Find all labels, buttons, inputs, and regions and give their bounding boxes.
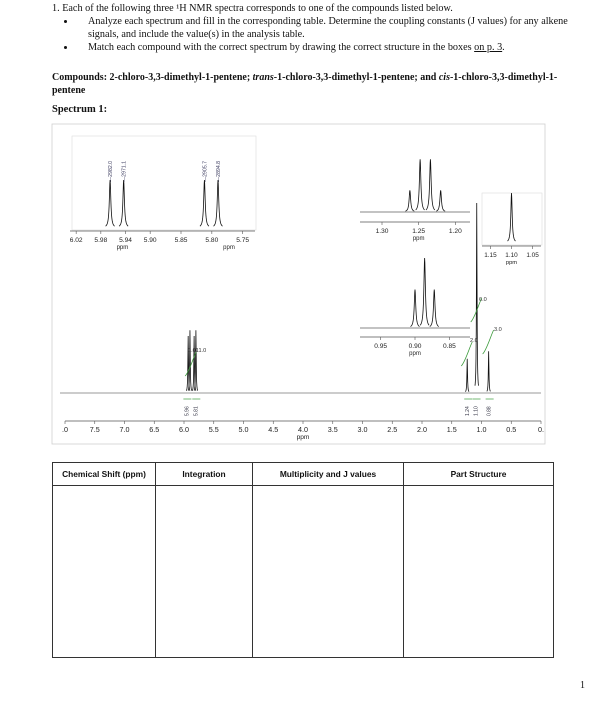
question-intro: 1. Each of the following three ¹H NMR spectra corresponds to one of the compounds listed below. [52, 3, 453, 14]
inset-1-tick-label: 5.75 [236, 237, 250, 244]
inset-3-peak [430, 290, 439, 327]
inset-3-xlabel: ppm [409, 351, 421, 357]
main-peak [487, 351, 491, 391]
integral-value: 5.96 [184, 406, 191, 416]
inset-2-peak [416, 159, 425, 210]
inset-1-tick-label: 5.90 [143, 237, 157, 244]
header-multiplicity: Multiplicity and J values [253, 463, 404, 486]
inset-1-tick-label: 5.80 [205, 237, 219, 244]
integral-curve [461, 342, 472, 366]
integral-value: 1.10 [473, 406, 480, 416]
header-chemical-shift: Chemical Shift (ppm) [53, 463, 156, 486]
main-tick-label: 3.5 [327, 425, 338, 434]
inset-4-tick-label: 1.15 [484, 252, 497, 259]
inset-1-peak [200, 180, 209, 226]
main-tick-label: 4.5 [268, 425, 279, 434]
part-structure-cell[interactable] [404, 486, 554, 658]
compound-2-prefix: trans [252, 72, 274, 83]
compound-3-prefix: cis [438, 72, 450, 83]
integral-label: 6.0 [479, 297, 487, 303]
integral-value: 0.88 [486, 406, 493, 416]
inset-2-tick-label: 1.20 [448, 228, 462, 235]
inset-4-xlabel: ppm [505, 260, 518, 266]
main-tick-label: 1.0 [476, 425, 487, 434]
peak-frequency-label: —2971.1 [121, 160, 128, 182]
inset-3-tick-label: 0.85 [442, 343, 456, 350]
integral-label: 1.011.0 [188, 348, 207, 354]
inset-1-peak [106, 180, 115, 226]
inset-1-tick-label: 5.98 [94, 237, 108, 244]
inset-1-xlabel-2: ppm [223, 245, 235, 251]
chemical-shift-cell[interactable] [53, 486, 156, 658]
compound-3: -1-chloro-3,3-dimethyl-1-pentene [52, 72, 558, 96]
integration-cell[interactable] [156, 486, 253, 658]
main-peak [465, 359, 469, 392]
table-header-row [53, 463, 554, 486]
spectrum-title: Spectrum 1: [52, 104, 108, 115]
compounds-label: Compounds: [52, 72, 108, 83]
inset-3-tick-label: 0.90 [408, 343, 422, 350]
multiplicity-cell[interactable] [253, 486, 404, 658]
main-tick-label: 5.5 [208, 425, 219, 434]
instruction-2-end: . [502, 42, 505, 54]
main-tick-label: 7.5 [89, 425, 100, 434]
integral-label: 3.0 [494, 327, 502, 333]
integral-value: 1.24 [465, 406, 472, 416]
inset-3-peak [420, 258, 429, 325]
peak-frequency-label: —2905.7 [202, 160, 209, 182]
inset-4-tick-label: 1.05 [526, 252, 539, 259]
header-integration: Integration [156, 463, 253, 486]
inset-4-peak [508, 193, 516, 241]
inset-2-peak [426, 159, 435, 210]
inset-1-xlabel: ppm [116, 245, 129, 251]
inset-1-peak [119, 180, 128, 226]
analysis-table [52, 462, 554, 658]
main-tick-label: .0 [62, 425, 68, 434]
inset-2-peak [405, 190, 414, 211]
main-tick-label: 0. [538, 425, 544, 434]
inset-3-peak [411, 290, 420, 327]
inset-1-tick-label: 6.02 [69, 237, 83, 244]
page-number: 1 [580, 680, 585, 691]
table-row [53, 486, 554, 658]
main-tick-label: 3.0 [357, 425, 368, 434]
main-tick-label: 0.5 [506, 425, 517, 434]
integral-value: 5.81 [193, 406, 200, 416]
peak-frequency-label: —2894.8 [216, 160, 222, 182]
main-tick-label: 1.5 [446, 425, 457, 434]
inset-1-tick-label: 5.85 [174, 237, 188, 244]
inset-1-peak [214, 180, 223, 226]
main-tick-label: 6.5 [149, 425, 160, 434]
inset-2-xlabel: ppm [412, 236, 425, 242]
main-tick-label: 4.0 [298, 425, 308, 434]
main-tick-label: 5.0 [238, 425, 249, 434]
inset-1-frame [72, 136, 256, 230]
inset-2-tick-label: 1.30 [375, 228, 389, 235]
main-tick-label: 7.0 [119, 425, 130, 434]
inset-3-tick-label: 0.95 [374, 343, 388, 350]
main-xlabel: ppm [296, 434, 310, 441]
compound-1: 2-chloro-3,3-dimethyl-1-pentene; [109, 72, 251, 83]
inset-2-peak [436, 190, 445, 211]
peak-frequency-label: —2982.0 [108, 160, 115, 182]
header-part-structure: Part Structure [404, 463, 554, 486]
integral-label: 2.0 [470, 338, 478, 344]
main-tick-label: 6.0 [179, 425, 189, 434]
instruction-1: • Analyze each spectrum and fill in the corresponding table. Determine the coupling constants (J values) for any alkene signals, and include the value(s) in the analysis table. [76, 15, 582, 41]
integral-curve [483, 330, 494, 354]
inset-1-tick-label: 5.94 [119, 237, 132, 244]
page-reference: on p. 3 [474, 42, 503, 54]
main-tick-label: 2.0 [417, 425, 427, 434]
main-peak [475, 203, 479, 386]
compound-2: -1-chloro-3,3-dimethyl-1-pentene; and [273, 72, 437, 83]
main-tick-label: 2.5 [387, 425, 398, 434]
inset-2-tick-label: 1.25 [412, 228, 426, 235]
inset-4-tick-label: 1.10 [505, 252, 518, 259]
instruction-2-text: Match each compound with the correct spectrum by drawing the correct structure in the boxes [88, 42, 475, 54]
